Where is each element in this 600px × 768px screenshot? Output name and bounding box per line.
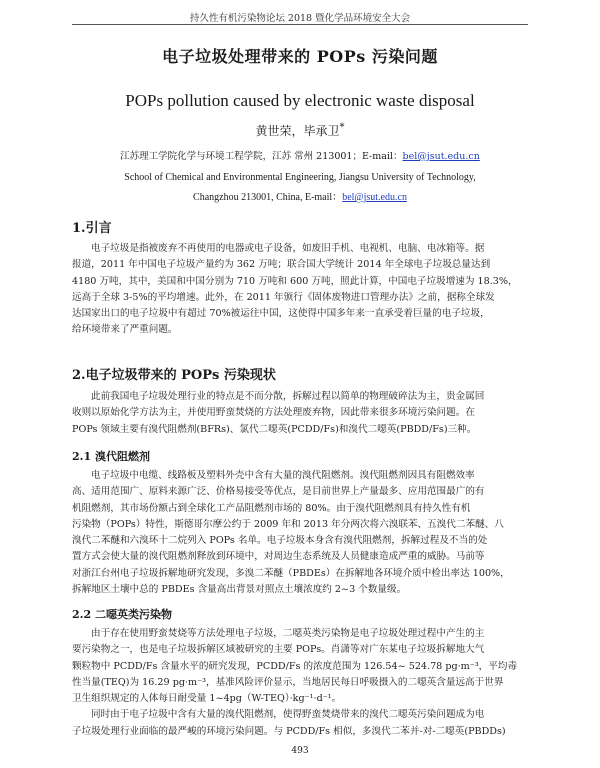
heading-bromine-flame-retardants: 2.1 溴代阻燃剂 [72, 450, 150, 463]
text-line: 污染物（POPs）特性，斯德哥尔摩公约于 2009 年和 2013 年分两次将六溴联苯、五溴代二苯醚、八 [72, 518, 504, 530]
title-chinese: 电子垃圾处理带来的 POPs 污染问题 [162, 47, 438, 66]
text-line: 颗粒物中 PCDD/Fs 含量水平的研究发现，PCDD/Fs 的浓度范围为 126.54~ 524.78 pg·m⁻³，平均毒 [72, 660, 518, 672]
affiliation-english-line1: School of Chemical and Environmental Engineering, Jiangsu University of Technology, [124, 172, 476, 183]
text-line: 电子垃圾中电缆、线路板及塑料外壳中含有大量的溴代阻燃剂。溴代阻燃剂因具有阻燃效率 [91, 470, 475, 481]
text-line: 同时由于电子垃圾中含有大量的溴代阻燃剂，使得野蛮焚烧带来的溴代二噁英污染问题成为电 [91, 709, 485, 721]
text-line: 要污染物之一，也是电子垃圾拆解区域被研究的主要 POPs。肖潇等对广东某电子垃圾拆解地大气 [72, 644, 485, 656]
author-names: 黄世荣，毕承卫 [255, 124, 340, 138]
author-line [0, 122, 600, 139]
text-line: 对浙江台州电子垃圾拆解地研究发现，多溴二苯醚（PBDEs）在拆解地各环境介质中检出率达 100%， [72, 567, 510, 579]
affiliation-zh-text: 江苏理工学院化学与环境工程学院，江苏 常州 213001；E-mail： [120, 151, 403, 162]
text-line: 此前我国电子垃圾处理行业的特点是不而分散，拆解过程以简单的物理破碎法为主，贵金属回 [91, 391, 485, 402]
text-line: 达国家出口的电子垃圾中有超过 70%被运往中国，这使得中国多年来一直承受着巨量的电子垃圾， [72, 308, 490, 320]
affiliation-en-text: Changzhou 213001, China, E-mail： [193, 192, 343, 203]
text-line: 4180 万吨，其中，美国和中国分别为 710 万吨和 600 万吨，照此计算，中国电子垃圾增速为 18.3%， [72, 275, 518, 287]
email-link-zh[interactable]: bel@jsut.edu.cn [402, 151, 480, 162]
paragraph-introduction [72, 241, 528, 339]
heading-pops-status: 2.电子垃圾带来的 POPs 污染现状 [72, 368, 276, 383]
text-line: 收则以原始化学方法为主，并使用野蛮焚烧的方法处理废弃物，因此带来很多环境污染问题。在 [72, 407, 475, 419]
text-line: 置方式会使大量的溴代阻燃剂释放到环境中，对周边生态系统及人员健康造成严重的威胁。马前等 [72, 551, 485, 563]
affiliation-chinese [0, 148, 600, 162]
text-line: 机阻燃剂，其市场份额占到全球化工产品阻燃剂市场的 80%。由于溴代阻燃剂具有持久性有机 [72, 502, 471, 514]
paragraph-dioxin-pollutants [72, 626, 528, 740]
text-line: 子垃圾处理行业面临的最严峻的环境污染问题。与 PCDD/Fs 相似，多溴代二苯并-对-二噁英(PBDDs) [72, 725, 506, 737]
text-line: 远高于全球 3-5%的平均增速。此外，在 2011 年颁行《固体废物进口管理办法》之前，据称全球发 [72, 291, 495, 303]
text-line: 由于存在使用野蛮焚烧等方法处理电子垃圾，二噁英类污染物是电子垃圾处理过程中产生的主 [91, 628, 485, 639]
text-line: 拆解地区土壤中总的 PBDEs 含量高出背景对照点土壤浓度约 2~3 个数量级。 [72, 584, 407, 596]
title-english: POPs pollution caused by electronic waste disposal [125, 91, 475, 110]
paragraph-bromine-flame-retardants [72, 468, 528, 598]
text-line: POPs 领域主要有溴代阻燃剂(BFRs)、氯代二噁英(PCDD/Fs)和溴代二噁英(PBDD/Fs)三种。 [72, 423, 477, 435]
text-line: 给环境带来了严重问题。 [72, 324, 178, 336]
text-line: 溴代二苯醚和六溴环十二烷列入 POPs 名单。电子垃圾本身含有溴代阻燃剂，拆解过程及不当的处 [72, 535, 488, 547]
corresponding-mark: * [339, 122, 345, 133]
heading-dioxin-pollutants: 2.2 二噁英类污染物 [72, 608, 172, 621]
running-header: 持久性有机污染物论坛 2018 暨化学品环境安全大会 [189, 13, 411, 24]
heading-introduction: 1.引言 [72, 221, 112, 236]
email-link-en[interactable]: bel@jsut.edu.cn [342, 192, 407, 203]
text-line: 卫生组织规定的人体每日耐受量 1~4pg（W-TEQ）·kg⁻¹·d⁻¹。 [72, 693, 342, 705]
paragraph-pops-status [72, 389, 528, 438]
text-line: 性当量(TEQ)为 16.29 pg·m⁻³，基准风险评价显示，当地居民每日呼吸摄入的二噁英含量远高于世界 [72, 676, 504, 688]
page-number: 493 [291, 746, 309, 756]
text-line: 报道，2011 年中国电子垃圾产量约为 362 万吨；联合国大学统计 2014 年全球电子垃圾总量达到 [72, 259, 491, 271]
text-line: 电子垃圾是指被废弃不再使用的电器或电子设备，如废旧手机、电视机、电脑、电冰箱等。据 [91, 243, 485, 254]
affiliation-english-line2 [0, 188, 600, 203]
text-line: 高、适用范围广、原料来源广泛、价格易接受等优点，是目前世界上产量最多、应用范围最广的有 [72, 486, 485, 498]
header-rule [72, 24, 528, 25]
